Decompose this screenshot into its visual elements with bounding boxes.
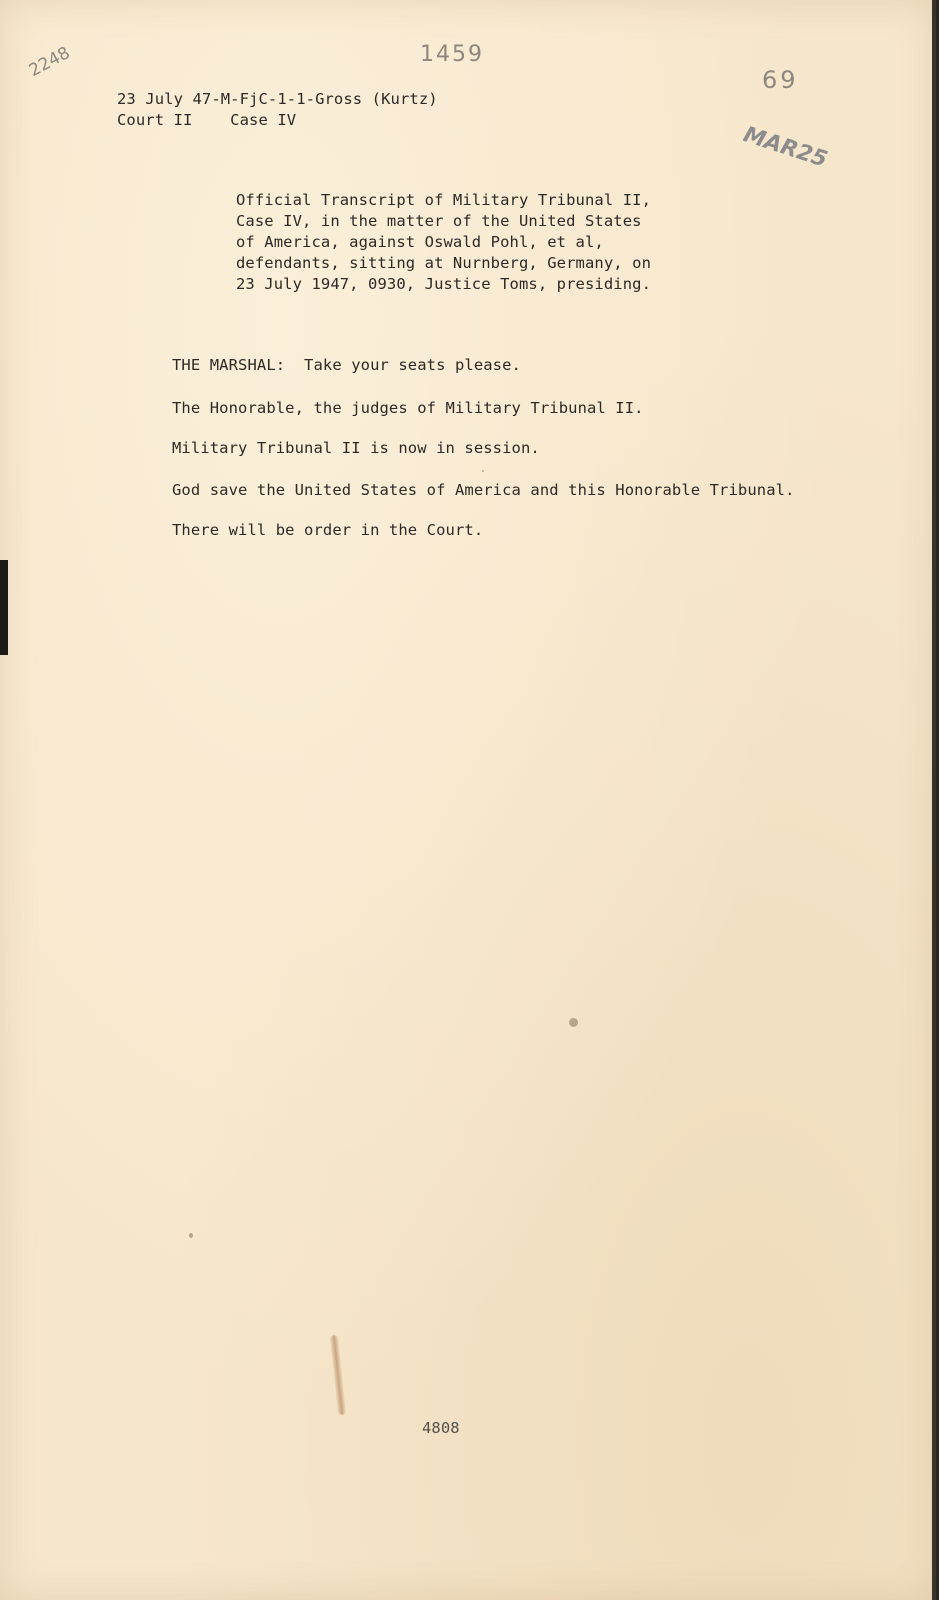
header-line-2: Court II Case IV xyxy=(117,111,297,129)
paper-crease xyxy=(330,1335,346,1415)
pencil-note-right: 69 xyxy=(762,66,799,94)
body-paragraph: The Honorable, the judges of Military Tribunal II. xyxy=(172,399,644,417)
body-paragraph: Military Tribunal II is now in session. xyxy=(172,439,540,457)
body-paragraph: There will be order in the Court. xyxy=(172,521,484,539)
header-line-1: 23 July 47-M-FjC-1-1-Gross (Kurtz) xyxy=(117,90,438,108)
caption-line: 23 July 1947, 0930, Justice Toms, presiding. xyxy=(236,275,651,293)
paper-speck xyxy=(482,470,484,472)
binding-edge-shadow xyxy=(0,560,8,655)
paper-stain xyxy=(569,1018,578,1027)
page-number: 4808 xyxy=(422,1419,460,1437)
paper-speck xyxy=(189,1233,193,1238)
page-edge-shadow xyxy=(932,0,936,1600)
caption-line: defendants, sitting at Nurnberg, Germany, on xyxy=(236,254,651,272)
pencil-note-left: 2248 xyxy=(25,43,74,81)
body-paragraph: God save the United States of America and this Honorable Tribunal. xyxy=(172,481,795,499)
caption-line: Official Transcript of Military Tribunal II, xyxy=(236,191,651,209)
date-stamp: MAR25 xyxy=(740,122,831,173)
body-paragraph: THE MARSHAL: Take your seats please. xyxy=(172,356,521,374)
pencil-note-center: 1459 xyxy=(420,42,484,67)
caption-line: of America, against Oswald Pohl, et al, xyxy=(236,233,604,251)
caption-line: Case IV, in the matter of the United States xyxy=(236,212,642,230)
